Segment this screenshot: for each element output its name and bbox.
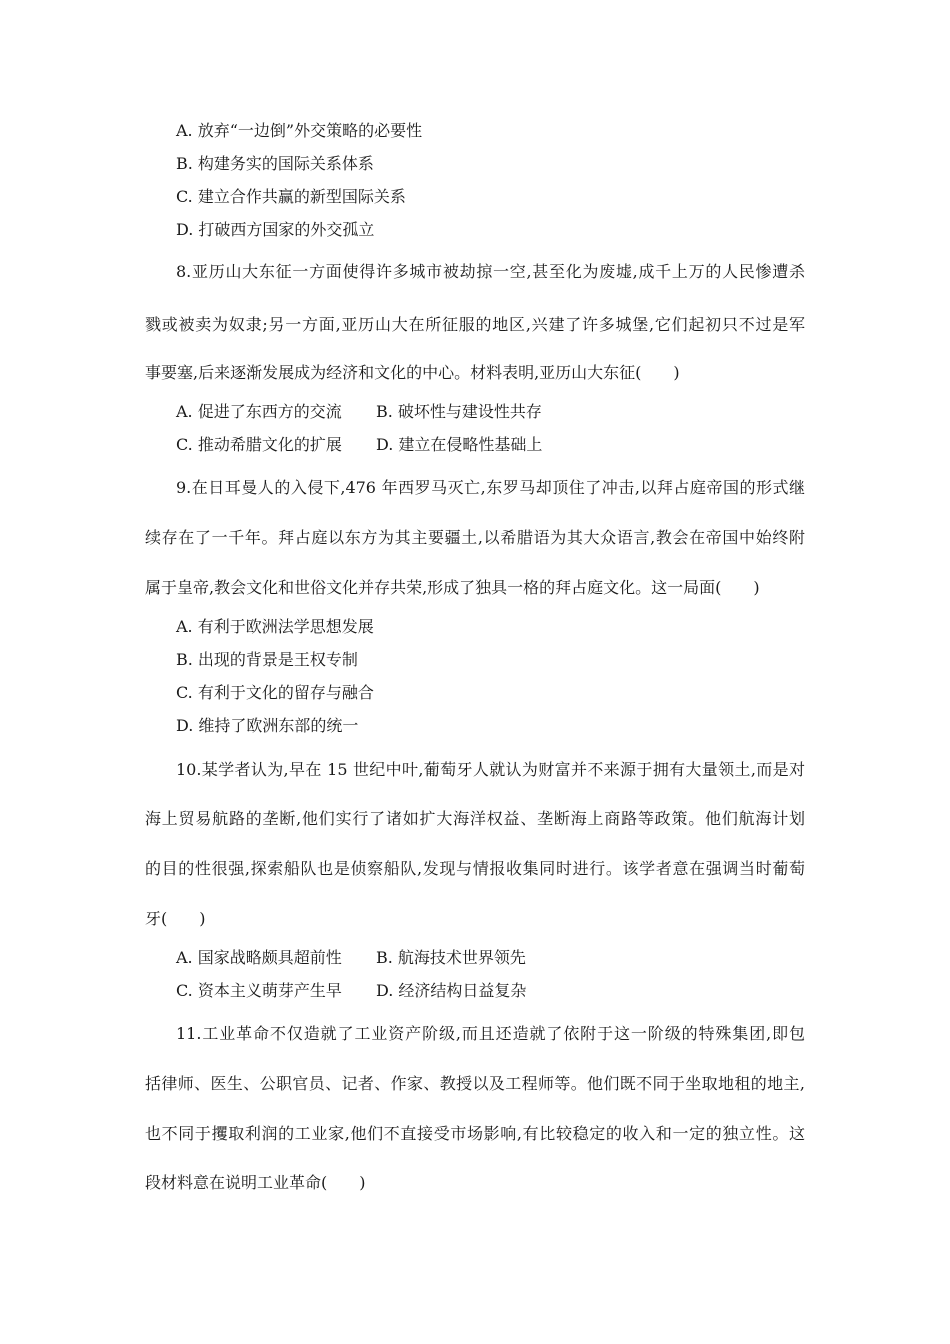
q9-option-a: A. 有利于欧洲法学思想发展 xyxy=(176,617,374,636)
q10-stem-line-1: 10.某学者认为,早在 15 世纪中叶,葡萄牙人就认为财富并不来源于拥有大量领土,而是对 xyxy=(176,760,805,779)
q10-option-b: B. 航海技术世界领先 xyxy=(376,948,526,967)
q10-stem-line-3: 的目的性很强,探索船队也是侦察船队,发现与情报收集同时进行。该学者意在强调当时葡萄 xyxy=(145,859,805,878)
q8-option-b: B. 破坏性与建设性共存 xyxy=(376,402,542,421)
q8-option-c: C. 推动希腊文化的扩展 xyxy=(176,435,342,454)
q7-option-a: A. 放弃“一边倒”外交策略的必要性 xyxy=(176,121,423,140)
q10-option-d: D. 经济结构日益复杂 xyxy=(376,981,527,1000)
q10-stem-line-4: 牙( ) xyxy=(145,909,206,928)
q9-stem-line-1: 9.在日耳曼人的入侵下,476 年西罗马灭亡,东罗马却顶住了冲击,以拜占庭帝国的形式继 xyxy=(176,478,805,497)
q8-stem-line-1: 8.亚历山大东征一方面使得许多城市被劫掠一空,甚至化为废墟,成千上万的人民惨遭杀 xyxy=(176,262,805,281)
q10-stem-line-2: 海上贸易航路的垄断,他们实行了诸如扩大海洋权益、垄断海上商路等政策。他们航海计划 xyxy=(145,809,805,828)
q11-stem-line-2: 括律师、医生、公职官员、记者、作家、教授以及工程师等。他们既不同于坐取地租的地主, xyxy=(145,1074,805,1093)
q9-option-b: B. 出现的背景是王权专制 xyxy=(176,650,358,669)
q8-option-a: A. 促进了东西方的交流 xyxy=(176,402,342,421)
q10-option-c: C. 资本主义萌芽产生早 xyxy=(176,981,342,1000)
q9-option-d: D. 维持了欧洲东部的统一 xyxy=(176,716,359,735)
q9-stem-line-2: 续存在了一千年。拜占庭以东方为其主要疆土,以希腊语为其大众语言,教会在帝国中始终附 xyxy=(145,528,805,547)
q8-stem-line-2: 戮或被卖为奴隶;另一方面,亚历山大在所征服的地区,兴建了许多城堡,它们起初只不过是军 xyxy=(145,315,805,334)
q9-stem-line-3: 属于皇帝,教会文化和世俗文化并存共荣,形成了独具一格的拜占庭文化。这一局面( ) xyxy=(145,578,760,597)
q11-stem-line-4: 段材料意在说明工业革命( ) xyxy=(145,1173,366,1192)
q11-stem-line-1: 11.工业革命不仅造就了工业资产阶级,而且还造就了依附于这一阶级的特殊集团,即包 xyxy=(176,1024,805,1043)
q11-stem-line-3: 也不同于攫取利润的工业家,他们不直接受市场影响,有比较稳定的收入和一定的独立性。这 xyxy=(145,1124,805,1143)
q7-option-d: D. 打破西方国家的外交孤立 xyxy=(176,220,375,239)
q9-option-c: C. 有利于文化的留存与融合 xyxy=(176,683,374,702)
q7-option-c: C. 建立合作共赢的新型国际关系 xyxy=(176,187,406,206)
q8-option-d: D. 建立在侵略性基础上 xyxy=(376,435,543,454)
q8-stem-line-3: 事要塞,后来逐渐发展成为经济和文化的中心。材料表明,亚历山大东征( ) xyxy=(145,363,680,382)
q10-option-a: A. 国家战略颇具超前性 xyxy=(176,948,342,967)
q7-option-b: B. 构建务实的国际关系体系 xyxy=(176,154,374,173)
